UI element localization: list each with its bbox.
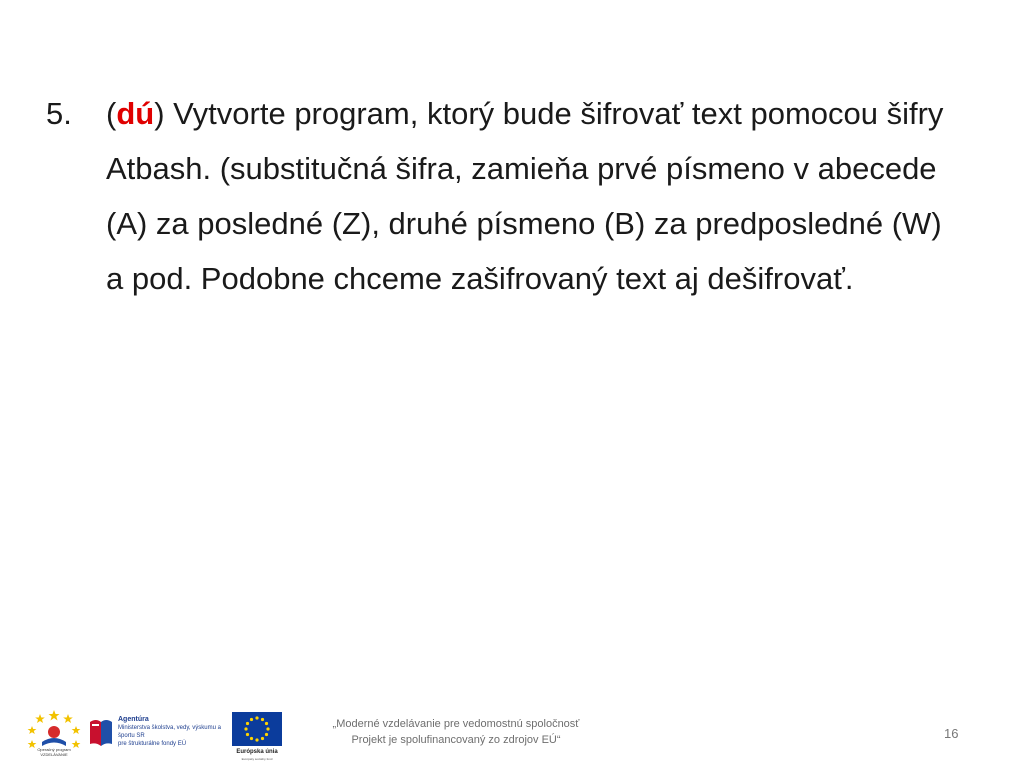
footer bbox=[0, 700, 1024, 768]
footer-caption-line-1: „Moderné vzdelávanie pre vedomostnú spoločnosť bbox=[332, 718, 580, 730]
eu-logo bbox=[232, 712, 284, 760]
eu-sublabel: Európsky sociálny fond bbox=[241, 757, 273, 761]
homework-tag: dú bbox=[116, 96, 155, 131]
page-number: 16 bbox=[944, 726, 959, 741]
assignment-text: Vytvorte program, ktorý bude šifrovať text pomocou šifry Atbash. (substitučná šifra, zamieňa prvé písmeno v abecede (A) za posledné (Z), druhé písmeno (B) za predposledné (W) a pod. Podobne chceme zašifrovaný text aj dešifrovať. bbox=[106, 96, 944, 296]
agency-book-logo-icon bbox=[88, 714, 114, 750]
open-paren: ( bbox=[106, 96, 117, 131]
list-item-text bbox=[106, 86, 946, 306]
list-item bbox=[46, 86, 946, 306]
footer-caption bbox=[306, 716, 606, 748]
agency-line-2: pre štrukturálne fondy EÚ bbox=[118, 741, 187, 747]
eu-flag-icon bbox=[232, 712, 282, 746]
agency-text bbox=[118, 716, 233, 748]
close-paren: ) bbox=[154, 96, 165, 131]
agency-line-1: Ministerstva školstva, vedy, výskumu a športu SR bbox=[118, 725, 221, 739]
agency-title: Agentúra bbox=[118, 716, 149, 723]
footer-caption-line-2: Projekt je spolufinancovaný zo zdrojov EÚ“ bbox=[351, 734, 561, 746]
slide-content bbox=[46, 86, 946, 306]
eu-label: Európska únia bbox=[236, 749, 278, 755]
agency-logo bbox=[88, 714, 228, 750]
list-item-number: 5. bbox=[46, 96, 72, 131]
education-program-label: Operačný program VZDELÁVANIE bbox=[37, 747, 71, 757]
